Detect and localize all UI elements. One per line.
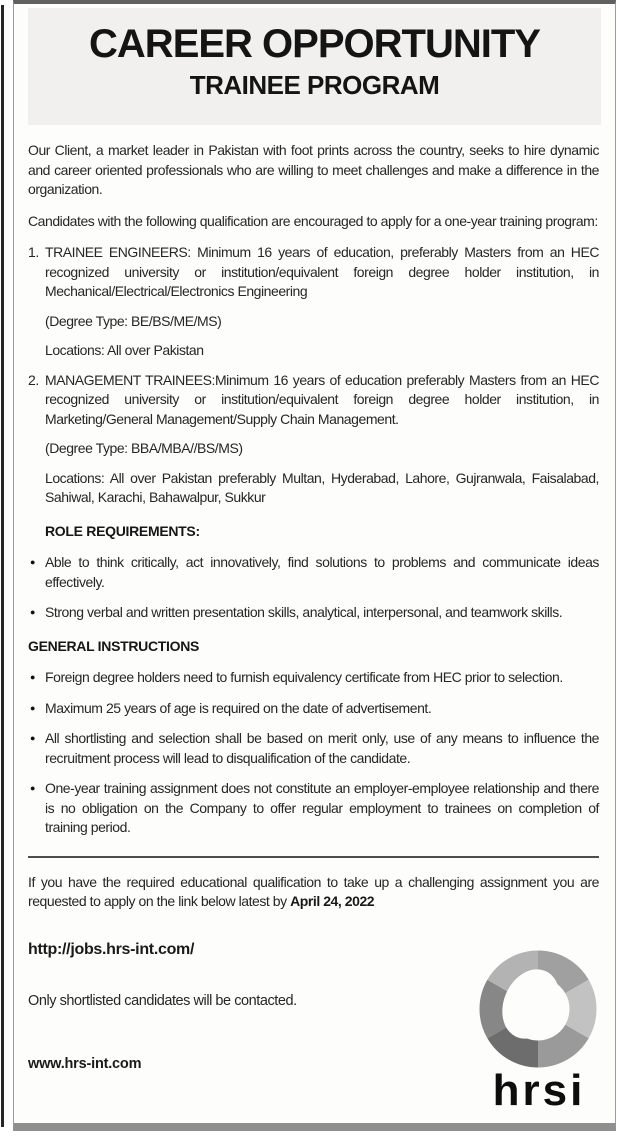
- closing-paragraph: [28, 873, 599, 912]
- general-instruction-text: One-year training assignment does not constitute an employer-employee relationship and there is no obligation on the Company to offer regular employment to trainees on completion of training period.: [45, 780, 599, 835]
- position-1-degree-type: (Degree Type: BE/BS/ME/MS): [45, 312, 222, 329]
- position-item-2: [28, 371, 599, 430]
- general-instruction-item: [28, 699, 599, 719]
- position-description: MANAGEMENT TRAINEES:Minimum 16 years of education preferably Masters from an HEC recognized university or institution/equivalent foreign degree holder institution, in Marketing/General Management/Supply Chain Management.: [45, 371, 599, 427]
- hrsi-wordmark: hrsi: [492, 1066, 586, 1115]
- closing-text: If you have the required educational qualification to take up a challenging assignment you are requested to apply on the link below latest by: [28, 873, 599, 909]
- general-instructions-heading: GENERAL INSTRUCTIONS: [28, 637, 200, 654]
- bullet-icon: ●: [30, 607, 35, 617]
- general-instruction-text: All shortlisting and selection shall be based on merit only, use of any means to influence the recruitment process will lead to disqualification of the candidate.: [45, 730, 599, 766]
- intro-paragraph-2: Candidates with the following qualification are encouraged to apply for a one-year training program:: [28, 212, 598, 229]
- position-number: 1.: [28, 244, 39, 260]
- position-number: 2.: [28, 371, 39, 388]
- general-instruction-text: Foreign degree holders need to furnish equivalency certificate from HEC prior to selection.: [45, 669, 563, 685]
- scan-edge-line: [1, 5, 4, 1127]
- section-divider: [28, 856, 599, 858]
- page-title: CAREER OPPORTUNITY: [89, 22, 540, 66]
- intro-paragraph-1: Our Client, a market leader in Pakistan with foot prints across the country, seeks to hire dynamic and career oriented professionals who are willing to meet challenges and make a difference in the organization.: [28, 142, 599, 197]
- general-instruction-item: [28, 668, 599, 688]
- role-requirement-text: Strong verbal and written presentation skills, analytical, interpersonal, and teamwork skills.: [45, 604, 563, 620]
- position-description: TRAINEE ENGINEERS: Minimum 16 years of education, preferably Masters from an HEC recognized university or institution/equivalent foreign degree holder institution, in Mechanical/Electrical/Electronics Engineering: [45, 244, 599, 299]
- bullet-icon: ●: [30, 733, 35, 743]
- position-2-degree-type: (Degree Type: BBA/MBA//BS/MS): [45, 440, 243, 456]
- position-1-locations: Locations: All over Pakistan: [45, 342, 204, 358]
- general-instruction-item: [28, 779, 599, 838]
- bullet-icon: ●: [30, 702, 35, 713]
- shortlist-note: Only shortlisted candidates will be contacted.: [28, 993, 297, 1009]
- position-item-1: [28, 243, 599, 302]
- page-subtitle: TRAINEE PROGRAM: [189, 70, 440, 100]
- hrsi-sphere-icon: [470, 948, 608, 1072]
- header-band: [28, 8, 601, 125]
- deadline-date: April 24, 2022: [290, 893, 375, 909]
- bullet-icon: ●: [30, 557, 35, 567]
- general-instruction-text: Maximum 25 years of age is required on the date of advertisement.: [45, 699, 432, 716]
- role-requirement-text: Able to think critically, act innovatively, find solutions to problems and communicate ideas effectively.: [45, 554, 599, 590]
- advertisement-body: [14, 125, 615, 1074]
- advertisement-page: [13, 0, 616, 1131]
- role-requirements-heading: ROLE REQUIREMENTS:: [45, 522, 200, 539]
- role-requirement-item: [28, 553, 599, 592]
- general-instruction-item: [28, 729, 599, 768]
- role-requirement-item: [28, 603, 599, 623]
- bullet-icon: ●: [30, 783, 35, 793]
- apply-url-text: http://jobs.hrs-int.com/: [28, 940, 195, 958]
- bullet-icon: ●: [30, 672, 35, 682]
- position-2-locations: Locations: All over Pakistan preferably Multan, Hyderabad, Lahore, Gujranwala, Faisalabad, Sahiwal, Karachi, Bahawalpur, Sukkur: [45, 469, 599, 505]
- company-website-text: www.hrs-int.com: [28, 1055, 142, 1072]
- hrsi-logo: [468, 948, 610, 1115]
